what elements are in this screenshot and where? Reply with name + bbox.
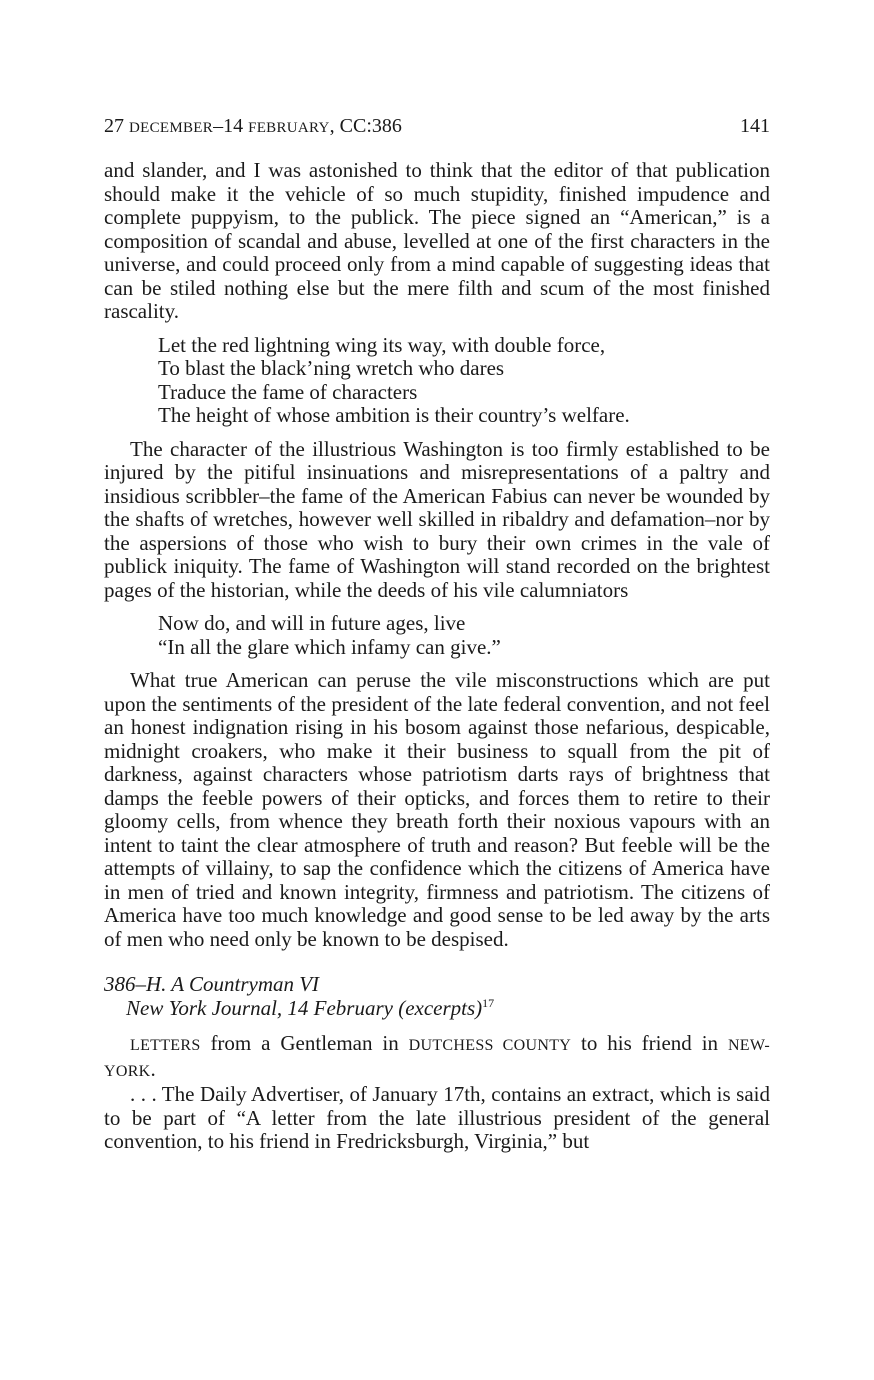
running-head-month-start: DECEMBER [129,120,214,136]
verse-block-1 [158,334,770,428]
letters-heading [104,1032,770,1083]
verse-line: “In all the glare which infamy can give.” [158,634,501,659]
city-name: NEW-YORK [104,1037,771,1080]
verse-line: Now do, and will in future ages, live [158,611,466,635]
document-source-text: New York Journal, 14 February (excerpts) [126,995,483,1020]
verse-line: To blast the black’ning wretch who dares [158,356,505,380]
letters-word: LETTERS [130,1037,201,1054]
page-number: 141 [740,115,770,137]
document-title: 386–H. A Countryman VI [104,972,320,996]
running-head-month-end: FEBRUARY [248,120,330,136]
verse-block-2 [158,612,770,659]
letters-text-3: . [150,1056,156,1081]
running-head-doc-number: , CC:386 [329,115,402,137]
document-source [126,997,770,1021]
document-heading [104,973,770,1020]
running-head-title [104,113,402,141]
verse-line: Traduce the fame of characters [158,379,418,404]
running-head-date-day: 27 [104,115,124,137]
verse-line: The height of whose ambition is their country’s welfare. [158,403,630,427]
footnote-ref: 17 [482,995,495,1010]
main-text [104,159,770,1154]
paragraph-1: and slander, and I was astonished to think that the editor of that publication should make it the vehicle of so much stupidity, finished impudence and complete puppyism, to the publick. The piece signed an “American,” is a composition of scandal and abuse, levelled at one of the first characters in the universe, and could proceed only from a mind capable of suggesting ideas that can be stiled nothing else but the mere filth and scum of the most finished rascality. [104,158,770,323]
verse-line: Let the red lightning wing its way, with double force, [158,332,606,357]
paragraph-3: What true American can peruse the vile misconstructions which are put upon the sentiments of the president of the late federal convention, and not feel an honest indignation rising in his bosom against those nefarious, despicable, midnight croakers, who make it their business to squall from the pit of darkness, against characters whose patriotism darts rays of brightness that damps the feeble powers of their opticks, and forces them to retire to their gloomy cells, from whence they breath forth their noxious vapours with an intent to taint the clear atmosphere of truth and reason? But feeble will be the attempts of villainy, to sap the confidence which the citizens of America have in men of tried and known integrity, firmness and patriotism. The citizens of America have too much knowledge and good sense to be led away by the arts of men who need only be known to be despised. [104,668,770,951]
paragraph-4: . . . The Daily Advertiser, of January 17th, contains an extract, which is said to be part of “A letter from the late illustrious president of the general convention, to his friend in Fredricksburgh, Virginia,” but [104,1082,770,1153]
running-head-date-range: –14 [213,115,244,137]
county-name: DUTCHESS COUNTY [408,1037,572,1054]
paragraph-2: The character of the illustrious Washington is too firmly established to be injured by the pitiful insinuations and misrepresentations of a paltry and insidious scribbler–the fame of the American Fabius can never be wounded by the shafts of wretches, however well skilled in ribaldry and defamation–nor by the aspersions of those who wish to bury their own crimes in the vale of publick iniquity. The fame of Washington will stand recorded on the brightest pages of the historian, while the deeds of his vile calumniators [104,436,770,602]
letters-text-2: to his friend in [571,1031,728,1055]
running-head [104,113,770,139]
letters-text-1: from a Gentleman in [200,1031,409,1055]
